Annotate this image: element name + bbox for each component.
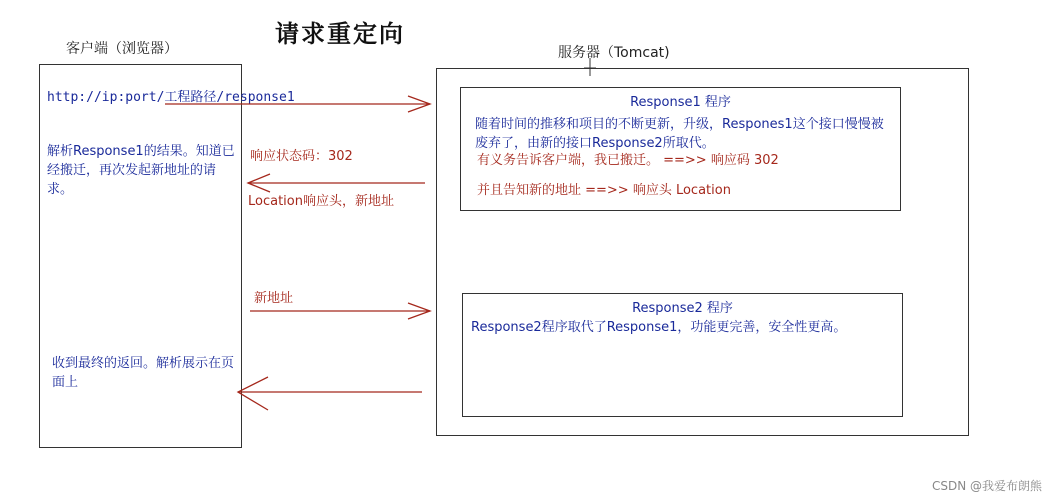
request-url: http://ip:port/工程路径/response1 (47, 90, 295, 105)
server-label: 服务器（Tomcat) (558, 45, 670, 61)
response2-header: Response2 程序 (632, 301, 733, 316)
client-final-text: 收到最终的返回。解析展示在页面上 (52, 356, 235, 390)
final-response-arrow-head (238, 377, 268, 410)
new-address-label: 新地址 (254, 291, 294, 306)
response1-status-note: 有义务告诉客户端，我已搬迁。 ==>> 响应码 302 (477, 153, 779, 168)
client-parse-text: 解析Response1的结果。知道已经搬迁，再次发起新地址的请求。 (47, 144, 235, 197)
response1-description: 随着时间的推移和项目的不断更新，升级，Respones1这个接口慢慢被废弃了，由新的接口Response2所取代。 (475, 117, 884, 151)
client-label: 客户端（浏览器） (66, 41, 178, 57)
response1-location-note: 并且告知新的地址 ==>> 响应头 Location (477, 183, 731, 198)
diagram-title: 请求重定向 (275, 19, 405, 48)
status-code-label: 响应状态码：302 (250, 149, 353, 164)
location-header-label: Location响应头，新地址 (248, 194, 394, 209)
watermark: CSDN @我爱布朗熊 (931, 479, 1042, 493)
response1-header: Response1 程序 (630, 95, 731, 110)
response2-description: Response2程序取代了Response1，功能更完善，安全性更高。 (471, 320, 847, 335)
